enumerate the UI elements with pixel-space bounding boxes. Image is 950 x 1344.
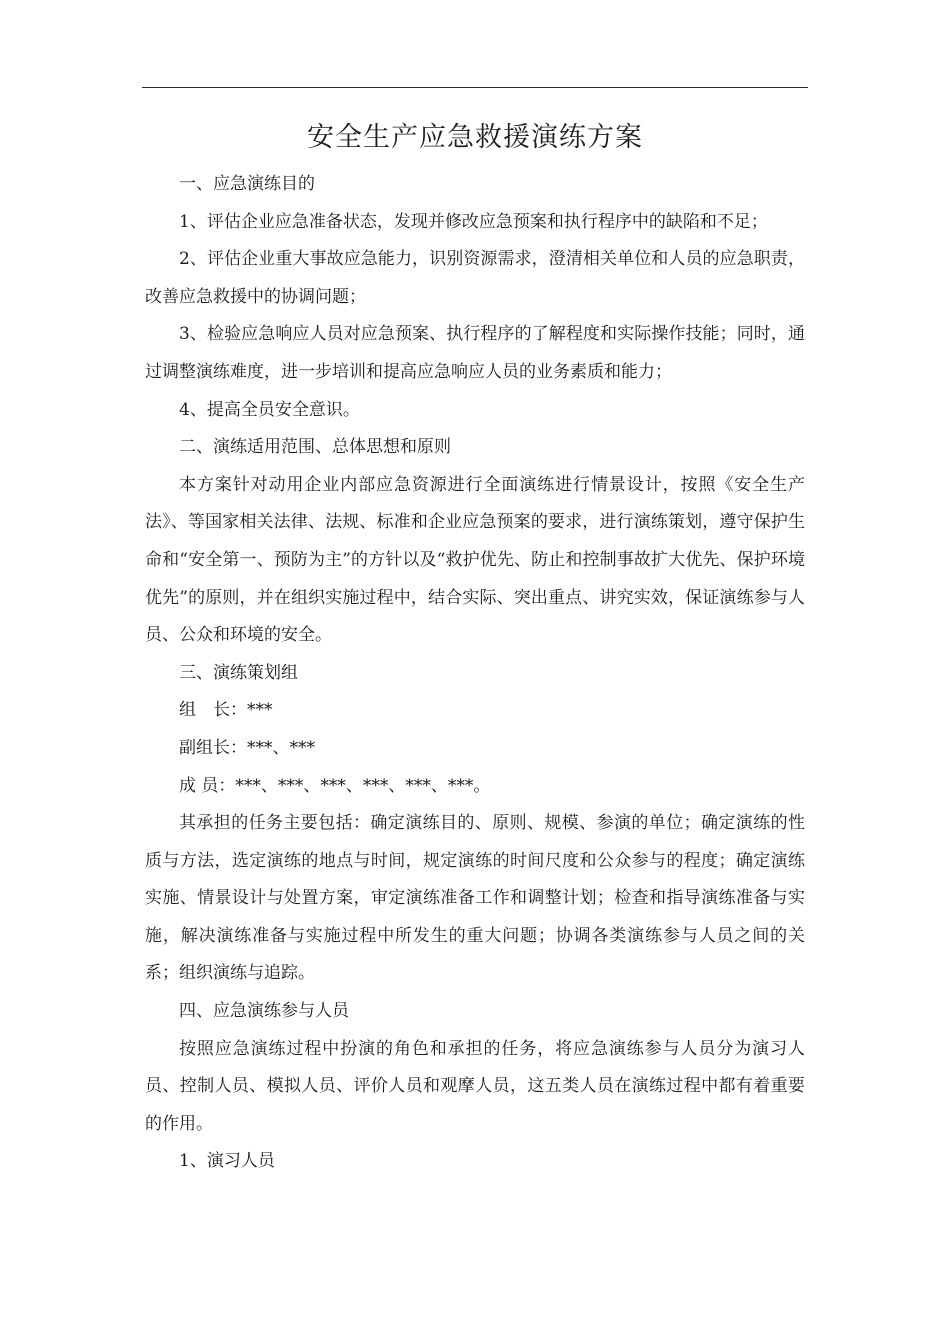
paragraph-purpose-2: 2、评估企业重大事故应急能力，识别资源需求，澄清相关单位和人员的应急职责，改善应急救援中的协调问题； — [145, 249, 805, 307]
document-title: 安全生产应急救援演练方案 — [307, 122, 643, 153]
paragraph-tasks: 其承担的任务主要包括：确定演练目的、原则、规模、参演的单位；确定演练的性质与方法，选定演练的地点与时间，规定演练的时间尺度和公众参与的程度；确定演练实施、情景设计与处置方案，审定演练准备工作和调整计划；检查和指导演练准备与实施，解决演练准备与实施过程中所发生的重大问题；协调各类演练参与人员之间的关系；组织演练与追踪。 — [145, 813, 805, 984]
section-heading-1: 一、应急演练目的 — [179, 174, 315, 194]
paragraph-scope: 本方案针对动用企业内部应急资源进行全面演练进行情景设计，按照《安全生产法》、等国家相关法律、法规、标准和企业应急预案的要求，进行演练策划，遵守保护生命和“安全第一、预防为主”的方针以及“救护优先、防止和控制事故扩大优先、保护环境优先”的原则，并在组织实施过程中，结合实际、突出重点、讲究实效，保证演练参与人员、公众和环境的安全。 — [145, 474, 805, 646]
leader-line: 组 长：*** — [179, 700, 273, 721]
section-heading-4: 四、应急演练参与人员 — [179, 1001, 349, 1022]
section-heading-3: 三、演练策划组 — [179, 662, 298, 683]
deputy-leader-line: 副组长：***、*** — [179, 737, 315, 758]
paragraph-purpose-4: 4、提高全员安全意识。 — [179, 399, 360, 420]
section-heading-2: 二、演练适用范围、总体思想和原则 — [179, 437, 451, 458]
paragraph-participants: 按照应急演练过程中扮演的角色和承担的任务，将应急演练参与人员分为演习人员、控制人员、模拟人员、评价人员和观摩人员，这五类人员在演练过程中都有着重要的作用。 — [145, 1038, 805, 1134]
document-body — [145, 166, 805, 1181]
paragraph-purpose-1: 1、评估企业应急准备状态，发现并修改应急预案和执行程序中的缺陷和不足； — [179, 211, 768, 232]
members-line: 成 员：***、***、***、***、***、***。 — [179, 775, 491, 796]
subsection-heading-1: 1、演习人员 — [179, 1151, 275, 1172]
header-rule — [142, 87, 808, 88]
paragraph-purpose-3: 3、检验应急响应人员对应急预案、执行程序的了解程度和实际操作技能；同时，通过调整演练难度，进一步培训和提高应急响应人员的业务素质和能力； — [145, 324, 805, 382]
